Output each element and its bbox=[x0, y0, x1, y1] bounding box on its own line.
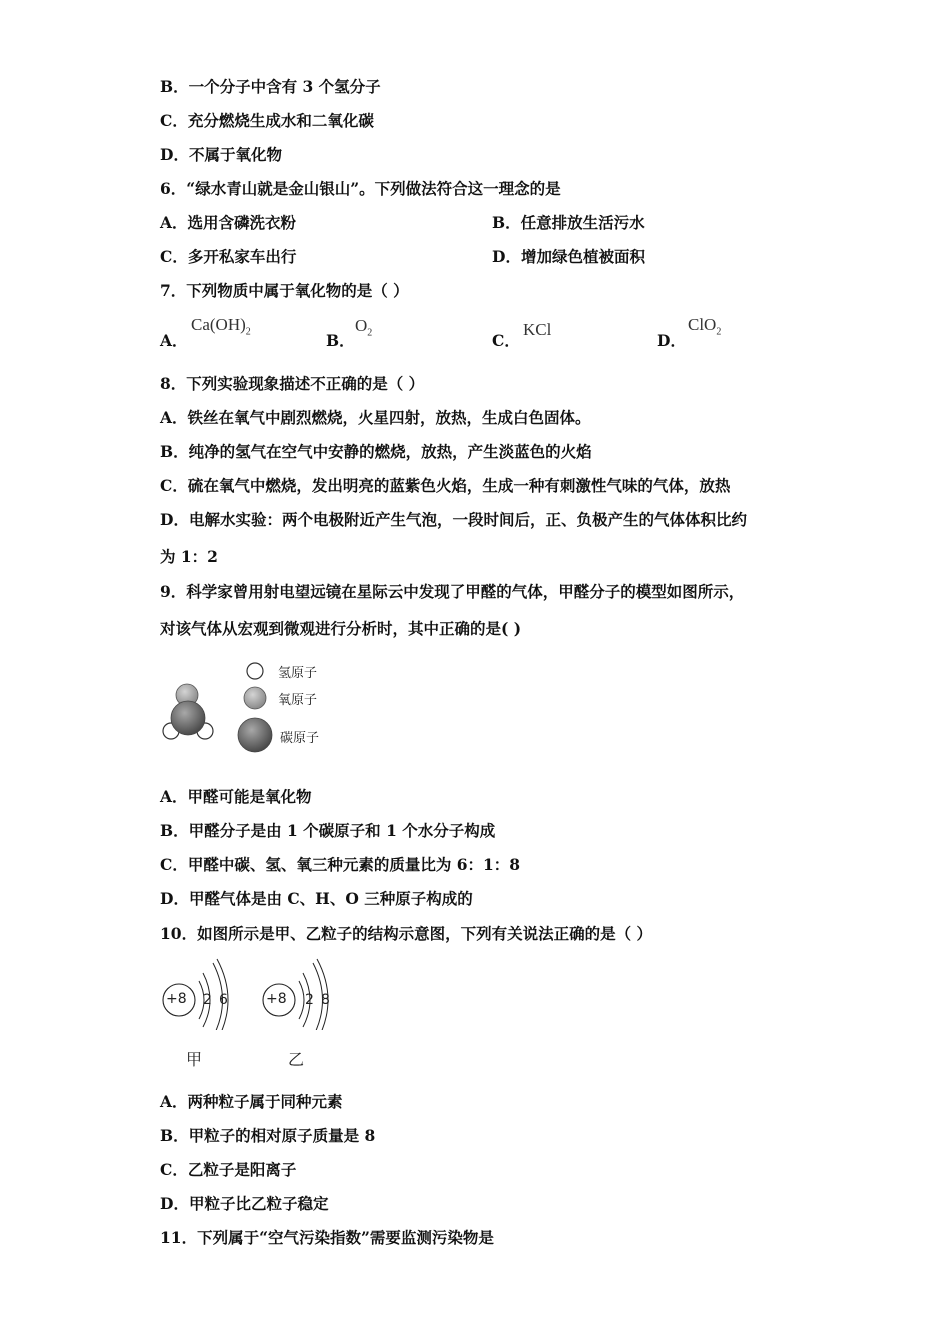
particle-b-shell1-count: 2 bbox=[305, 992, 314, 1008]
q7-label-a: A． bbox=[160, 331, 188, 350]
q7-label-c: C． bbox=[492, 331, 520, 350]
legend-carbon-label: 碳原子 bbox=[280, 731, 320, 746]
q7-stem: 7．下列物质中属于氧化物的是（ ） bbox=[160, 281, 409, 300]
particle-a-charge: +8 bbox=[166, 991, 187, 1007]
particle-a-shell2-count: 6 bbox=[219, 992, 228, 1008]
q6-option-a: A．选用含磷洗衣粉 bbox=[160, 213, 297, 232]
q7-formula-d: ClO$_2$ bbox=[688, 315, 722, 338]
formaldehyde-model-figure bbox=[155, 655, 355, 760]
q7-label-d: D． bbox=[657, 331, 686, 350]
legend-carbon-icon bbox=[238, 718, 272, 752]
particle-b-shell2-count: 8 bbox=[321, 992, 330, 1008]
q5-option-d: D．不属于氧化物 bbox=[160, 145, 282, 164]
legend-oxygen-icon bbox=[244, 687, 266, 709]
q8-option-c: C．硫在氧气中燃烧，发出明亮的蓝紫色火焰，生成一种有刺激性气味的气体，放热 bbox=[160, 476, 731, 495]
q10-option-c: C．乙粒子是阳离子 bbox=[160, 1160, 297, 1179]
legend-oxygen-label: 氧原子 bbox=[278, 693, 318, 708]
q7-formula-a: $Ca(OH)_2$ bbox=[191, 315, 251, 338]
q6-stem: 6．“绿水青山就是金山银山”。下列做法符合这一理念的是 bbox=[160, 179, 561, 198]
q9-option-a: A．甲醛可能是氧化物 bbox=[160, 787, 312, 806]
q10-stem: 10．如图所示是甲、乙粒子的结构示意图，下列有关说法正确的是（ ） bbox=[160, 924, 652, 943]
q9-stem-line1: 9．科学家曾用射电望远镜在星际云中发现了甲醛的气体，甲醛分子的模型如图所示， bbox=[160, 582, 745, 601]
q6-option-c: C．多开私家车出行 bbox=[160, 247, 297, 266]
q9-option-c: C．甲醛中碳、氢、氧三种元素的质量比为 6：1：8 bbox=[160, 855, 521, 874]
particle-b-shell-1 bbox=[299, 981, 304, 1019]
q9-option-b: B．甲醛分子是由 1 个碳原子和 1 个水分子构成 bbox=[160, 821, 496, 840]
q11-stem: 11．下列属于“空气污染指数”需要监测污染物是 bbox=[160, 1228, 494, 1247]
legend-hydrogen-icon bbox=[247, 663, 263, 679]
particle-a-name: 甲 bbox=[186, 1050, 203, 1069]
particle-b-charge: +8 bbox=[266, 991, 287, 1007]
q5-option-c: C．充分燃烧生成水和二氧化碳 bbox=[160, 111, 374, 130]
q8-option-a: A．铁丝在氧气中剧烈燃烧，火星四射，放热，生成白色固体。 bbox=[160, 408, 591, 427]
particle-b-name: 乙 bbox=[288, 1050, 305, 1069]
q8-option-b: B．纯净的氢气在空气中安静的燃烧，放热，产生淡蓝色的火焰 bbox=[160, 442, 592, 461]
q10-option-b: B．甲粒子的相对原子质量是 8 bbox=[160, 1126, 376, 1145]
q6-option-d: D．增加绿色植被面积 bbox=[492, 247, 645, 266]
q9-stem-line2: 对该气体从宏观到微观进行分析时，其中正确的是( ) bbox=[160, 619, 522, 638]
q10-option-a: A．两种粒子属于同种元素 bbox=[160, 1092, 343, 1111]
legend-hydrogen-label: 氢原子 bbox=[278, 666, 318, 681]
q8-option-d-cont: 为 1：2 bbox=[160, 547, 218, 566]
q7-formula-c: KCl bbox=[523, 320, 552, 339]
q10-option-d: D．甲粒子比乙粒子稳定 bbox=[160, 1194, 329, 1213]
q6-option-b: B．任意排放生活污水 bbox=[492, 213, 645, 232]
molecule-model bbox=[163, 684, 213, 739]
q7-formula-b: $O_2$ bbox=[355, 316, 373, 339]
q8-stem: 8．下列实验现象描述不正确的是（ ） bbox=[160, 374, 425, 393]
q9-option-d: D．甲醛气体是由 C、H、O 三种原子构成的 bbox=[160, 889, 473, 908]
q8-option-d: D．电解水实验：两个电极附近产生气泡，一段时间后，正、负极产生的气体体积比约 bbox=[160, 510, 747, 529]
particle-a-shell1-count: 2 bbox=[203, 992, 212, 1008]
q5-option-b: B．一个分子中含有 3 个氢分子 bbox=[160, 77, 381, 96]
carbon-atom bbox=[171, 701, 205, 735]
q7-label-b: B． bbox=[326, 331, 355, 350]
